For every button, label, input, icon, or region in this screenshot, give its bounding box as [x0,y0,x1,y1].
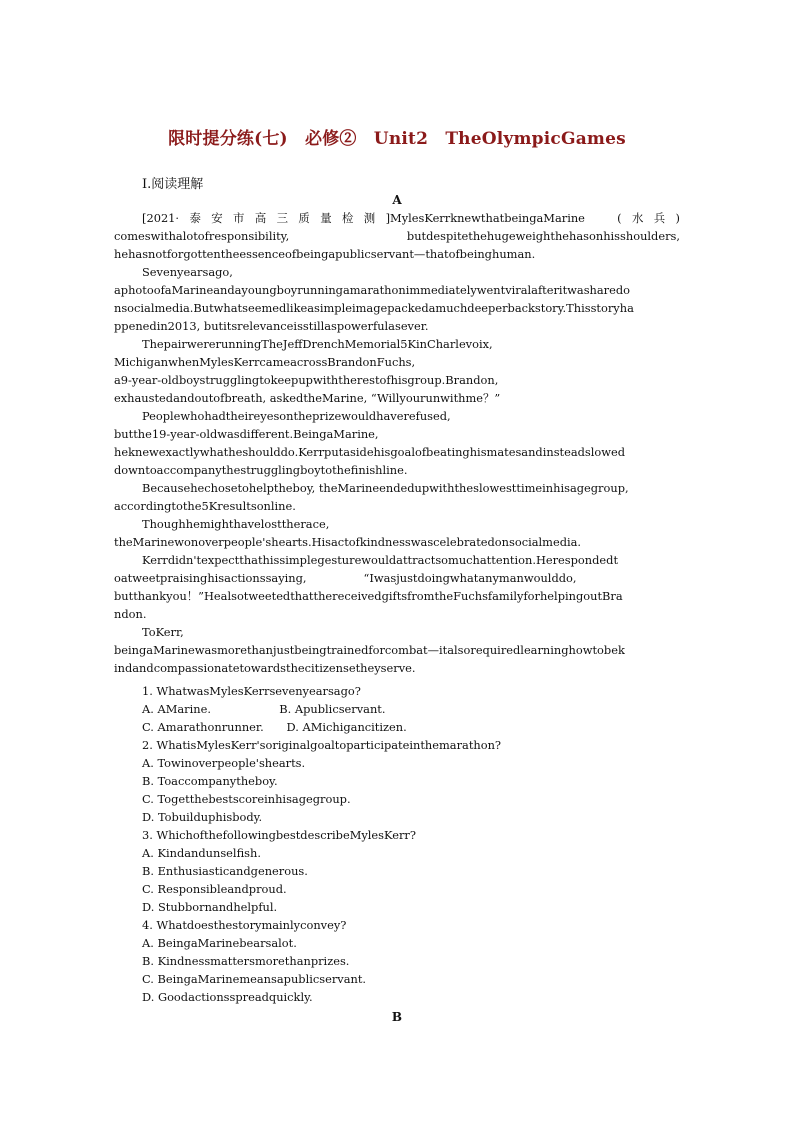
passage-line: Becausehechosetohelptheboy, theMarineendedupwiththeslowesttimeinhisagegroup, [142,481,629,495]
question-option: C. BeingaMarinemeansapublicservant. [142,972,367,986]
question-stem: 3. WhichofthefollowingbestdescribeMylesKerr? [142,828,416,842]
passage-line: a9-year-oldboystrugglingtokeepupwiththerestofhisgroup.Brandon, [114,373,499,387]
passage-line: butthankyou！”HealsotweetedthatthereceivedgiftsfromtheFuchsfamilyforhelpingoutBra [114,589,623,603]
question-option: B. Enthusiasticandgenerous. [142,864,308,878]
passage-line: hehasnotforgottentheessenceofbeingapublicservant—thatofbeinghuman. [114,247,536,261]
passage-line: indandcompassionatetowardsthecitizensetheyserve. [114,661,416,675]
question-stem: 2. WhatisMylesKerr'soriginalgoaltoparticipateinthemarathon? [142,738,502,752]
passage-line: Thoughhemighthavelosttherace, [142,517,330,531]
passage-a-label: A [392,193,402,207]
passage-line: aphotoofaMarineandayoungboyrunningamarathonimmediatelywentviralafteritwasharedo [114,283,631,297]
passage-line: theMarinewonoverpeople'shearts.Hisactofkindnesswascelebratedonsocialmedia. [114,535,582,549]
passage-line: accordingtothe5Kresultsonline. [114,499,296,513]
passage-line: butthe19-year-oldwasdifferent.BeingaMarine, [114,427,379,441]
passage-line: Kerrdidn'texpectthathissimplegesturewouldattractsomuchattention.Herespondedt [142,553,619,567]
passage-line: comeswithalotofresponsibility, butdespitethehugeweighthehasonhisshoulders, [114,229,680,243]
question-option: A. Kindandunselfish. [142,846,261,860]
question-option: B. Kindnessmattersmorethanprizes. [142,954,350,968]
question-stem: 4. Whatdoesthestorymainlyconvey? [142,918,347,932]
passage-line: exhaustedandoutofbreath, askedtheMarine, “Willyourunwithme？” [114,391,501,405]
passage-line: [2021·泰安市高三质量检测]MylesKerrknewthatbeingaMarine (水兵) [142,211,680,225]
passage-line: heknewexactlywhatheshoulddo.Kerrputasidehisgoalofbeatinghismatesandinsteadslowed [114,445,626,459]
question-options: C. Amarathonrunner. D. AMichigancitizen. [142,720,407,734]
section-heading-reading: Ⅰ.阅读理解 [142,177,204,192]
question-option: D. Tobuilduphisbody. [142,810,263,824]
question-options: A. AMarine. B. Apublicservant. [142,702,386,716]
question-option: B. Toaccompanytheboy. [142,774,278,788]
passage-line: ThepairwererunningTheJeffDrenchMemorial5KinCharlevoix, [142,337,493,351]
passage-line: nsocialmedia.Butwhatseemedlikeasimpleimagepackedamuchdeeperbackstory.Thisstoryha [114,301,634,315]
passage-line: beingaMarinewasmorethanjustbeingtrainedforcombat—italsorequiredlearninghowtobek [114,643,625,657]
passage-line: ndon. [114,607,147,621]
passage-line: oatweetpraisinghisactionssaying, “Iwasjustdoingwhatanymanwoulddo, [114,571,577,585]
question-option: A. Towinoverpeople'shearts. [142,756,306,770]
question-option: D. Stubbornandhelpful. [142,900,278,914]
question-option: A. BeingaMarinebearsalot. [142,936,297,950]
page-title: 限时提分练(七) 必修② Unit2 TheOlympicGames [168,129,626,149]
passage-line: downtoaccompanythestrugglingboytothefinishline. [114,463,408,477]
question-option: C. Responsibleandproud. [142,882,287,896]
question-option: C. Togetthebestscoreinhisagegroup. [142,792,351,806]
passage-b-label: B [391,1010,403,1024]
question-option: D. Goodactionsspreadquickly. [142,990,313,1004]
passage-line: MichiganwhenMylesKerrcameacrossBrandonFuchs, [114,355,416,369]
question-stem: 1. WhatwasMylesKerrsevenyearsago? [142,684,361,698]
passage-line: Sevenyearsago, [142,265,233,279]
passage-line: ToKerr, [142,625,184,639]
passage-line: ppenedin2013, butitsrelevanceisstillaspowerfulasever. [114,319,429,333]
passage-line: Peoplewhohadtheireyesontheprizewouldhaverefused, [142,409,451,423]
